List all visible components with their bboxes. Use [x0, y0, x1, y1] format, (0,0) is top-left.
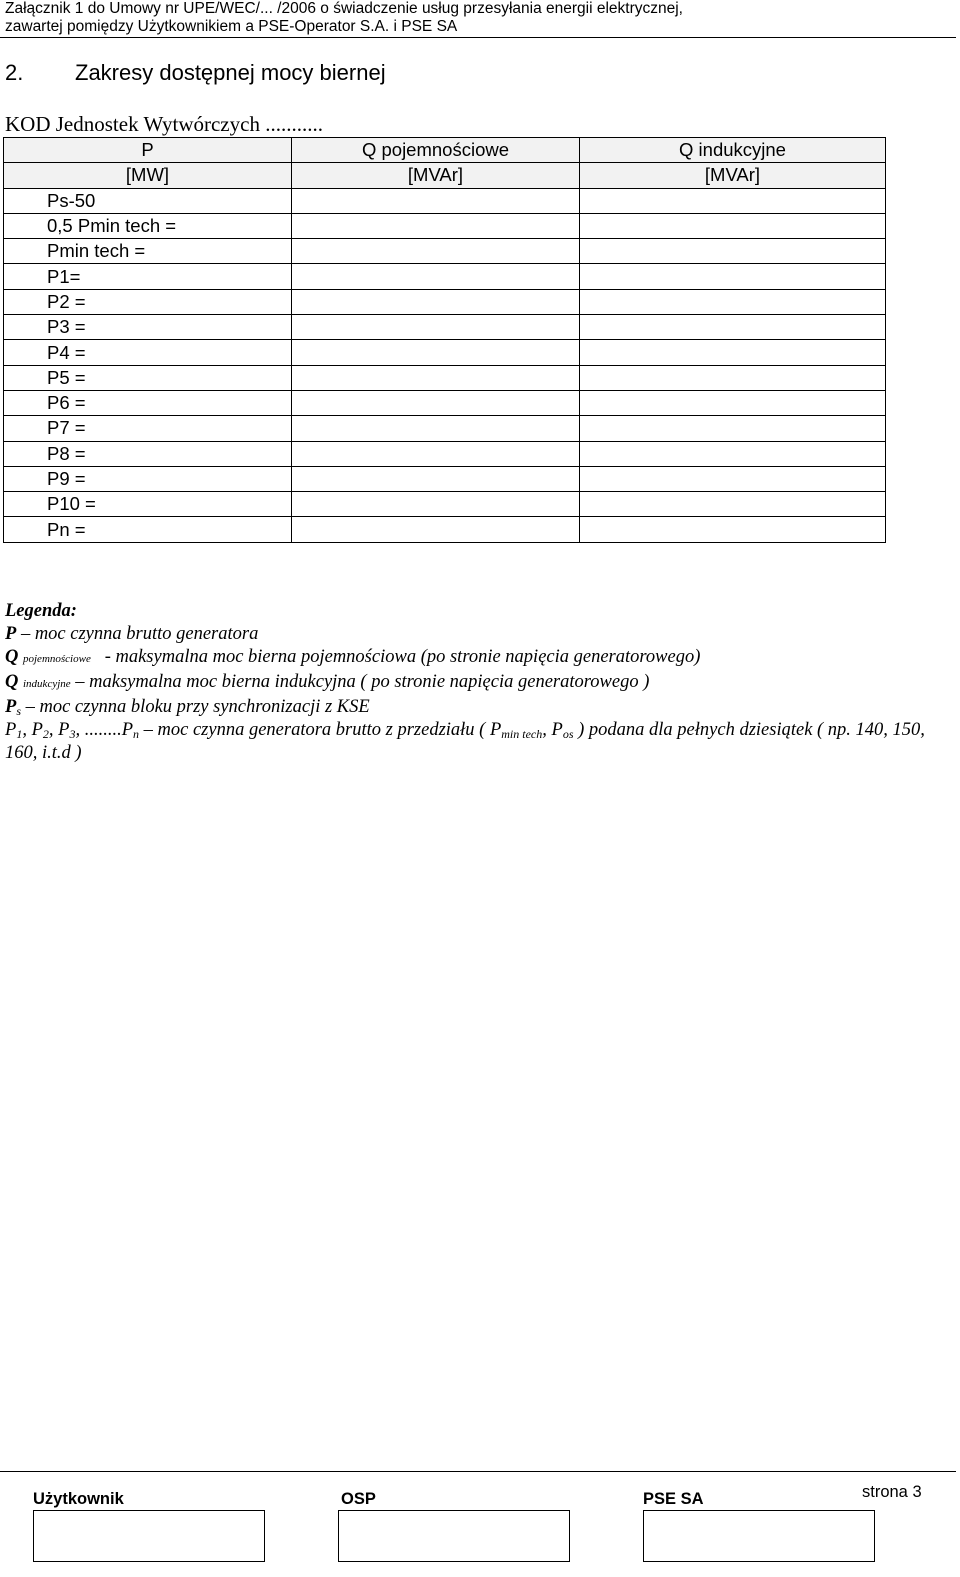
table-row [4, 416, 886, 441]
row-label-p: P4 = [4, 340, 292, 365]
signature-box-osp [338, 1510, 570, 1562]
legend-text: – moc czynna generatora brutto z przedziału ( P [139, 720, 502, 740]
legend-text: – maksymalna moc bierna indukcyjna ( po stronie napięcia generatorowego ) [70, 672, 650, 692]
table-row [4, 441, 886, 466]
legend-symbol: Q [5, 672, 19, 692]
column-header-q-pojemnosciowe: Q pojemnościowe [292, 138, 580, 163]
row-label-p: P1= [4, 264, 292, 289]
legend-item-p [5, 623, 955, 646]
cell-q-indukcyjne [580, 517, 886, 542]
legend-subscript: 2 [42, 727, 49, 741]
legend-subscript: pojemnościowe [23, 653, 91, 665]
legend-item-q-pojemnosciowe [5, 646, 955, 671]
kod-jednostek-label: KOD Jednostek Wytwórczych ........... [5, 112, 323, 136]
cell-q-indukcyjne [580, 315, 886, 340]
legend [5, 600, 955, 765]
cell-q-indukcyjne [580, 239, 886, 264]
legend-text: P [5, 720, 17, 740]
table-row [4, 492, 886, 517]
row-label-p: P8 = [4, 441, 292, 466]
cell-q-pojemnosciowe [292, 213, 580, 238]
legend-subscript: 1 [16, 727, 23, 741]
signature-label-pse: PSE SA [643, 1490, 704, 1508]
section-heading [5, 60, 386, 86]
column-unit-q-indukcyjne: [MVAr] [580, 163, 886, 188]
row-label-p: 0,5 Pmin tech = [4, 213, 292, 238]
legend-text: – moc czynna bloku przy synchronizacji z KSE [20, 697, 370, 717]
cell-q-pojemnosciowe [292, 340, 580, 365]
cell-q-pojemnosciowe [292, 365, 580, 390]
table-row [4, 289, 886, 314]
document-header [5, 0, 955, 36]
row-label-p: P7 = [4, 416, 292, 441]
row-label-p: Ps-50 [4, 188, 292, 213]
row-label-p: P9 = [4, 466, 292, 491]
cell-q-indukcyjne [580, 340, 886, 365]
legend-text: ) podana dla pełnych dziesiątek ( np. 140, 150, 160, i.t.d ) [5, 720, 925, 763]
row-label-p: P10 = [4, 492, 292, 517]
legend-subscript: min tech [501, 727, 543, 741]
table-row [4, 517, 886, 542]
table-row [4, 264, 886, 289]
legend-text: , ........P [75, 720, 133, 740]
legend-subscript: indukcyjne [23, 678, 71, 690]
header-line-1: Załącznik 1 do Umowy nr UPE/WEC/... /2006 o świadczenie usług przesyłania energii elektrycznej, [5, 0, 683, 17]
column-unit-p: [MW] [4, 163, 292, 188]
cell-q-pojemnosciowe [292, 315, 580, 340]
column-header-q-indukcyjne: Q indukcyjne [580, 138, 886, 163]
cell-q-pojemnosciowe [292, 441, 580, 466]
table-row [4, 239, 886, 264]
cell-q-pojemnosciowe [292, 517, 580, 542]
cell-q-indukcyjne [580, 492, 886, 517]
cell-q-indukcyjne [580, 365, 886, 390]
legend-title: Legenda: [5, 601, 77, 621]
legend-symbol: Q [5, 647, 19, 667]
cell-q-indukcyjne [580, 390, 886, 415]
section-title: Zakresy dostępnej mocy biernej [75, 60, 386, 85]
table-row [4, 390, 886, 415]
signature-label-uzytkownik: Użytkownik [33, 1490, 124, 1508]
table-row [4, 315, 886, 340]
cell-q-indukcyjne [580, 264, 886, 289]
legend-text: , P [48, 720, 70, 740]
legend-symbol: P [5, 624, 17, 644]
legend-symbol: P [5, 697, 17, 717]
row-label-p: P3 = [4, 315, 292, 340]
legend-subscript: s [16, 704, 21, 718]
row-label-p: P2 = [4, 289, 292, 314]
row-label-p: P5 = [4, 365, 292, 390]
legend-subscript: os [562, 727, 574, 741]
cell-q-pojemnosciowe [292, 289, 580, 314]
column-unit-q-pojemnosciowe: [MVAr] [292, 163, 580, 188]
table-row [4, 340, 886, 365]
table-row [4, 365, 886, 390]
footer-divider [0, 1471, 956, 1472]
reactive-power-table [3, 137, 886, 543]
legend-subscript: 3 [69, 727, 76, 741]
legend-text: , P [542, 720, 563, 740]
cell-q-pojemnosciowe [292, 188, 580, 213]
header-line-2: zawartej pomiędzy Użytkownikiem a PSE-Operator S.A. i PSE SA [5, 18, 458, 35]
row-label-p: Pmin tech = [4, 239, 292, 264]
header-divider [0, 37, 956, 38]
page-number: strona 3 [862, 1483, 922, 1501]
signature-box-uzytkownik [33, 1510, 265, 1562]
cell-q-indukcyjne [580, 188, 886, 213]
legend-text: - maksymalna moc bierna pojemnościowa (po stronie napięcia generatorowego) [104, 647, 701, 667]
table-row [4, 188, 886, 213]
legend-subscript: n [133, 727, 139, 741]
cell-q-indukcyjne [580, 416, 886, 441]
signature-box-pse [643, 1510, 875, 1562]
cell-q-indukcyjne [580, 466, 886, 491]
legend-item-ps [5, 696, 955, 719]
legend-text: – moc czynna brutto generatora [16, 624, 259, 644]
table-header-row [4, 138, 886, 163]
row-label-p: P6 = [4, 390, 292, 415]
cell-q-indukcyjne [580, 289, 886, 314]
table-row [4, 466, 886, 491]
legend-item-p-series [5, 719, 955, 765]
column-header-p: P [4, 138, 292, 163]
cell-q-indukcyjne [580, 213, 886, 238]
section-number: 2. [5, 60, 24, 85]
cell-q-pojemnosciowe [292, 416, 580, 441]
legend-item-q-indukcyjne [5, 671, 955, 696]
cell-q-pojemnosciowe [292, 390, 580, 415]
signature-label-osp: OSP [341, 1490, 376, 1508]
table-row [4, 213, 886, 238]
cell-q-pojemnosciowe [292, 492, 580, 517]
legend-text: , P [22, 720, 43, 740]
row-label-p: Pn = [4, 517, 292, 542]
cell-q-pojemnosciowe [292, 466, 580, 491]
cell-q-pojemnosciowe [292, 239, 580, 264]
cell-q-pojemnosciowe [292, 264, 580, 289]
cell-q-indukcyjne [580, 441, 886, 466]
table-unit-row [4, 163, 886, 188]
